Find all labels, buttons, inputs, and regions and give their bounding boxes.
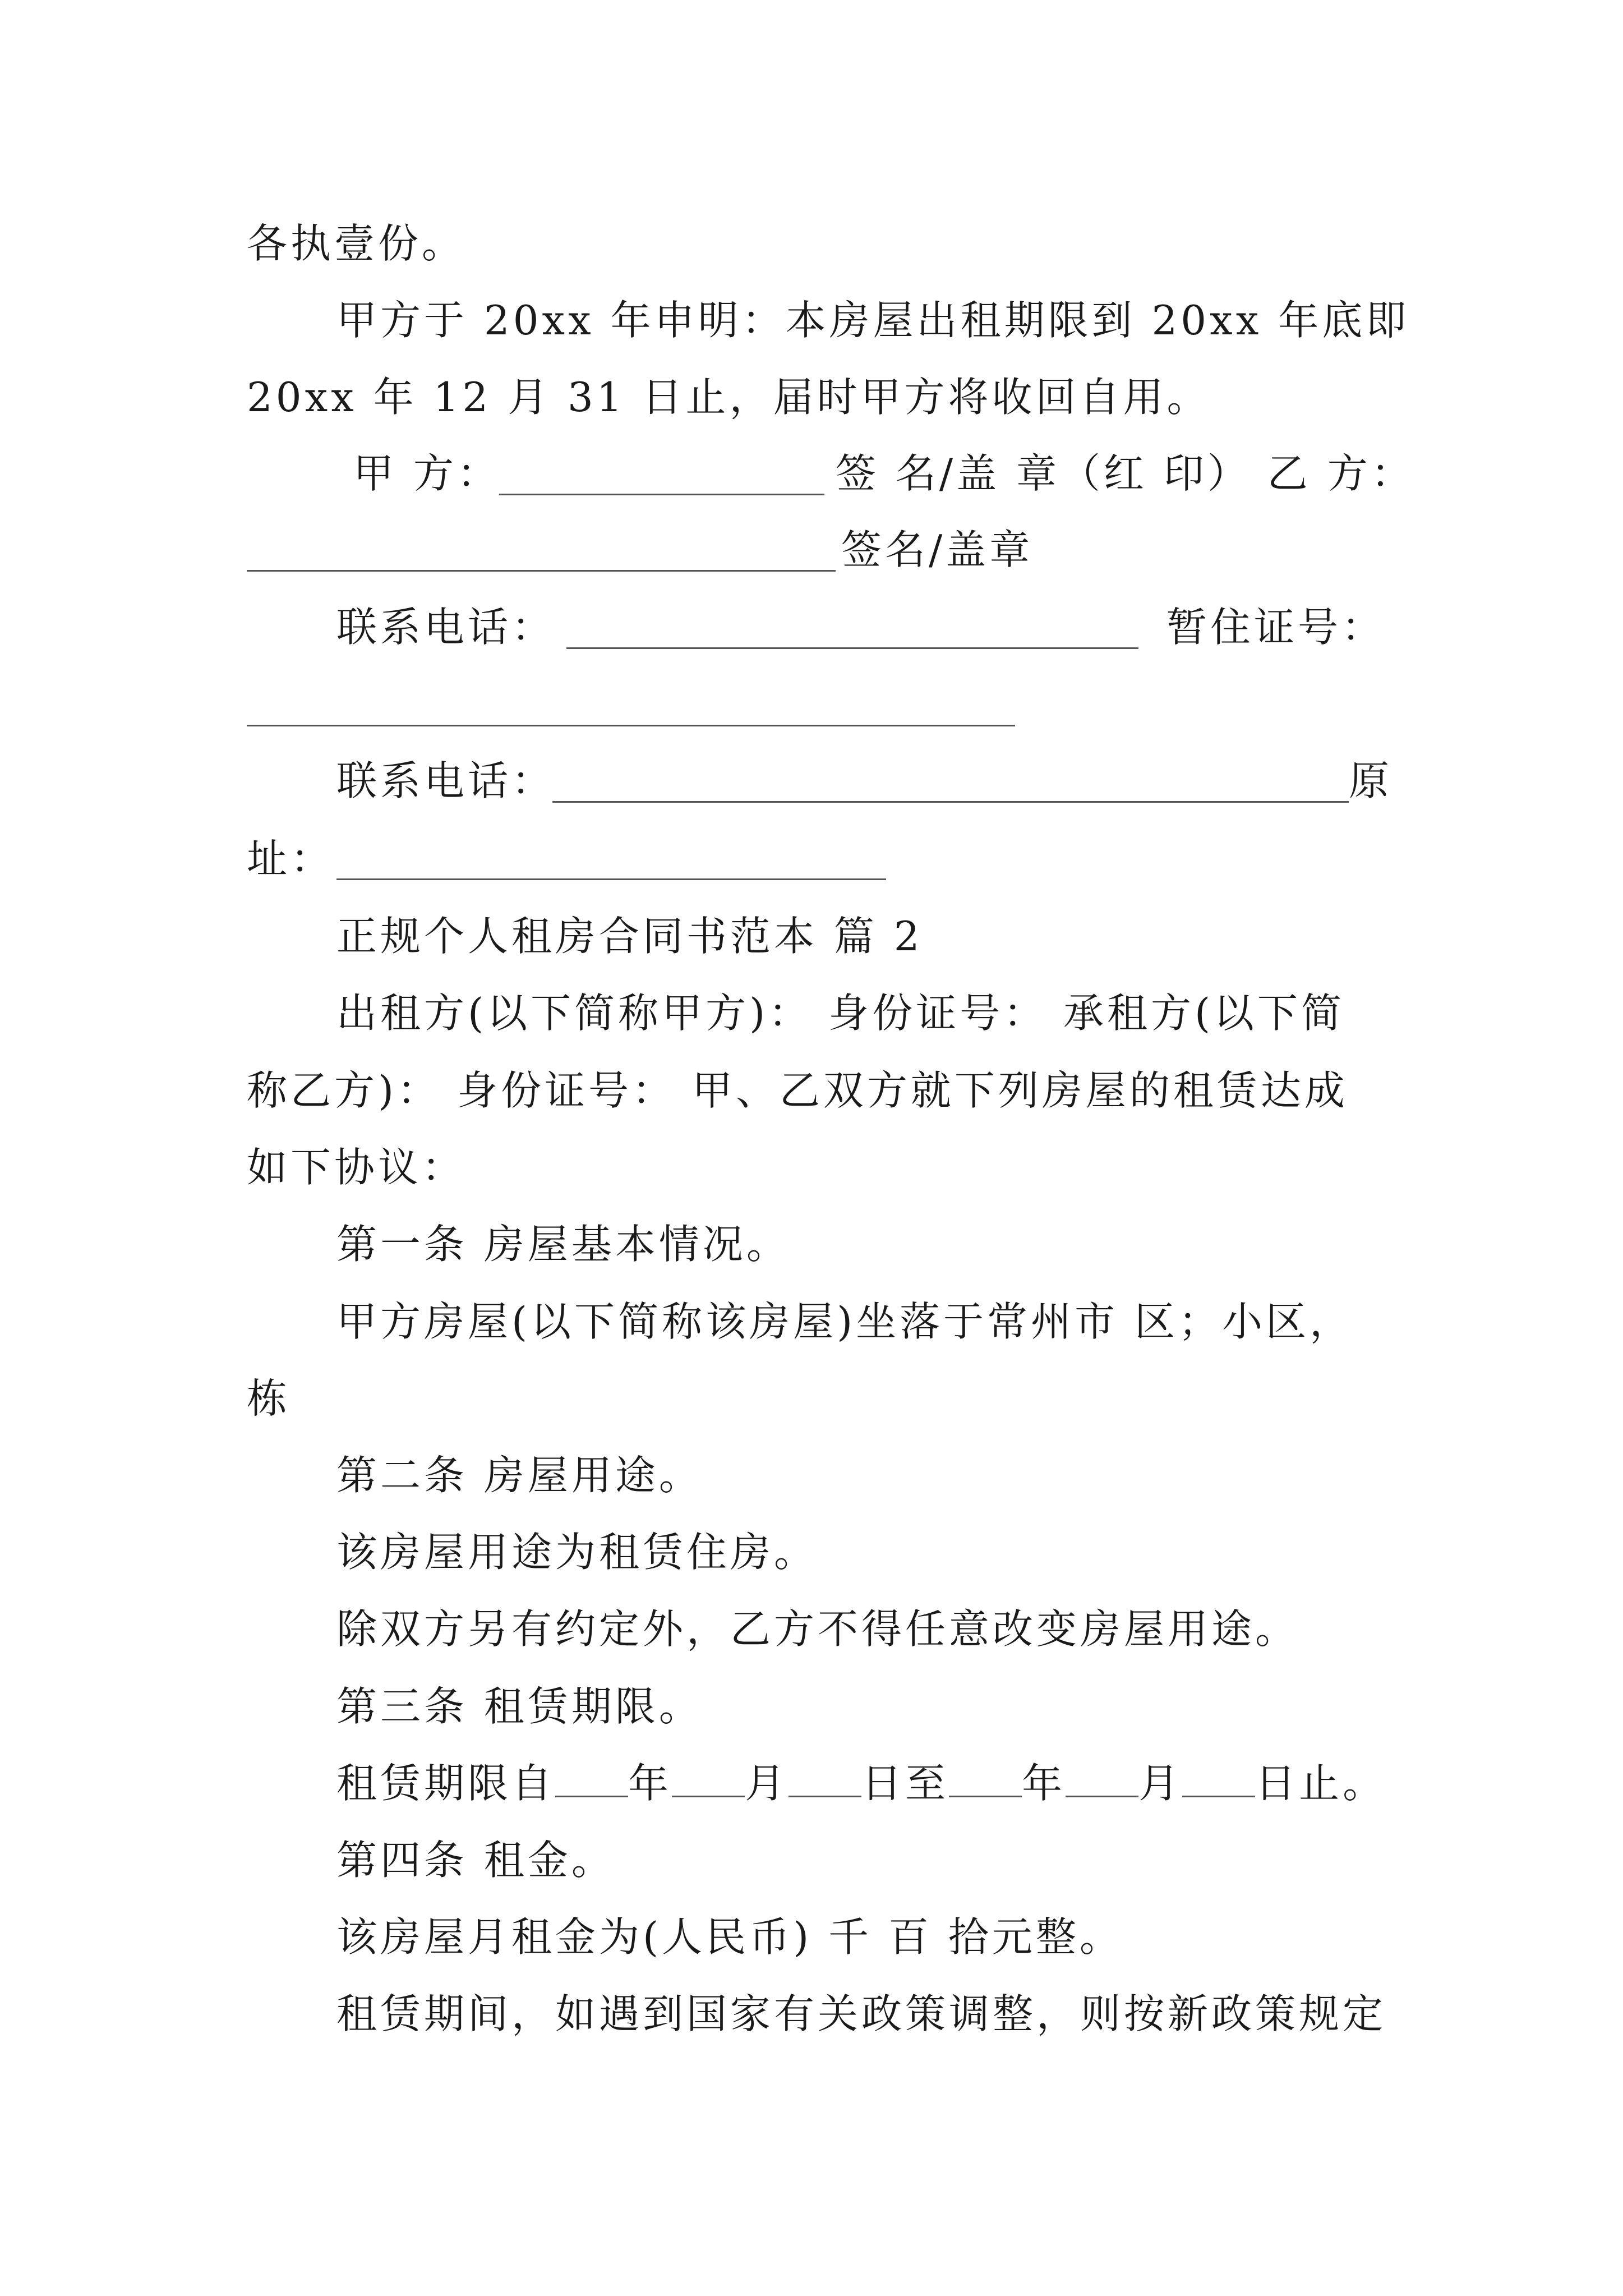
residence-permit-blank: [247, 725, 1015, 726]
fill-blank: [555, 1792, 628, 1797]
residence-permit-label: 暂住证号：: [1166, 604, 1386, 651]
text-line: 除双方另有约定外，乙方不得任意改变房屋用途。: [336, 1605, 1299, 1653]
text-line: 原: [1349, 757, 1393, 804]
text-line: 栋: [247, 1375, 291, 1422]
lease-term-line: [336, 1760, 1387, 1807]
text-line: 签名/盖章: [841, 526, 1034, 573]
text-line: 签 名/盖 章（红 印） 乙 方：: [836, 450, 1415, 497]
article-heading: 第二条 房屋用途。: [336, 1452, 703, 1499]
article-heading: 第四条 租金。: [336, 1837, 615, 1884]
phone-blank: [552, 801, 1349, 803]
text-line: 该房屋用途为租赁住房。: [336, 1529, 818, 1576]
text-fragment: 年: [1022, 1760, 1066, 1807]
fill-blank: [672, 1792, 745, 1797]
article-heading: 第一条 房屋基本情况。: [336, 1221, 790, 1268]
text-line: 20xx 年 12 月 31 日止，届时甲方将收回自用。: [247, 374, 1211, 421]
phone-label: 联系电话：: [336, 757, 556, 804]
signature-blank-party-a: [499, 494, 824, 495]
address-blank: [336, 878, 886, 880]
text-line: 出租方(以下简称甲方)： 身份证号： 承租方(以下简: [336, 990, 1345, 1037]
text-fragment: 日止。: [1255, 1760, 1387, 1807]
text-line: 甲方于 20xx 年申明：本房屋出租期限到 20xx 年底即: [336, 297, 1410, 344]
text-fragment: 租赁期限自: [336, 1760, 556, 1807]
text-fragment: 日至: [861, 1760, 949, 1807]
section-heading: 正规个人租房合同书范本 篇 2: [336, 913, 923, 960]
text-fragment: 月: [1138, 1760, 1183, 1807]
text-line: 如下协议：: [247, 1144, 466, 1191]
article-heading: 第三条 租赁期限。: [336, 1683, 703, 1730]
fill-blank: [1182, 1792, 1255, 1797]
signature-blank-party-b: [247, 570, 836, 572]
phone-blank: [566, 647, 1138, 649]
text-line: 租赁期间，如遇到国家有关政策调整，则按新政策规定: [336, 1990, 1387, 2037]
fill-blank: [1066, 1792, 1138, 1797]
fill-blank: [949, 1792, 1022, 1797]
text-line: 称乙方)： 身份证号： 甲、乙双方就下列房屋的租赁达成: [247, 1067, 1348, 1114]
text-line: 各执壹份。: [247, 220, 466, 267]
signature-party-a-label: 甲 方：: [353, 450, 501, 497]
text-fragment: 年: [628, 1760, 672, 1807]
fill-blank: [789, 1792, 861, 1797]
phone-label: 联系电话：: [336, 604, 556, 651]
text-line: 甲方房屋(以下简称该房屋)坐落于常州市 区；小区，: [336, 1298, 1354, 1345]
text-line: 该房屋月租金为(人民币) 千 百 拾元整。: [336, 1913, 1123, 1961]
text-fragment: 月: [745, 1760, 789, 1807]
text-line: 址：: [247, 835, 335, 882]
